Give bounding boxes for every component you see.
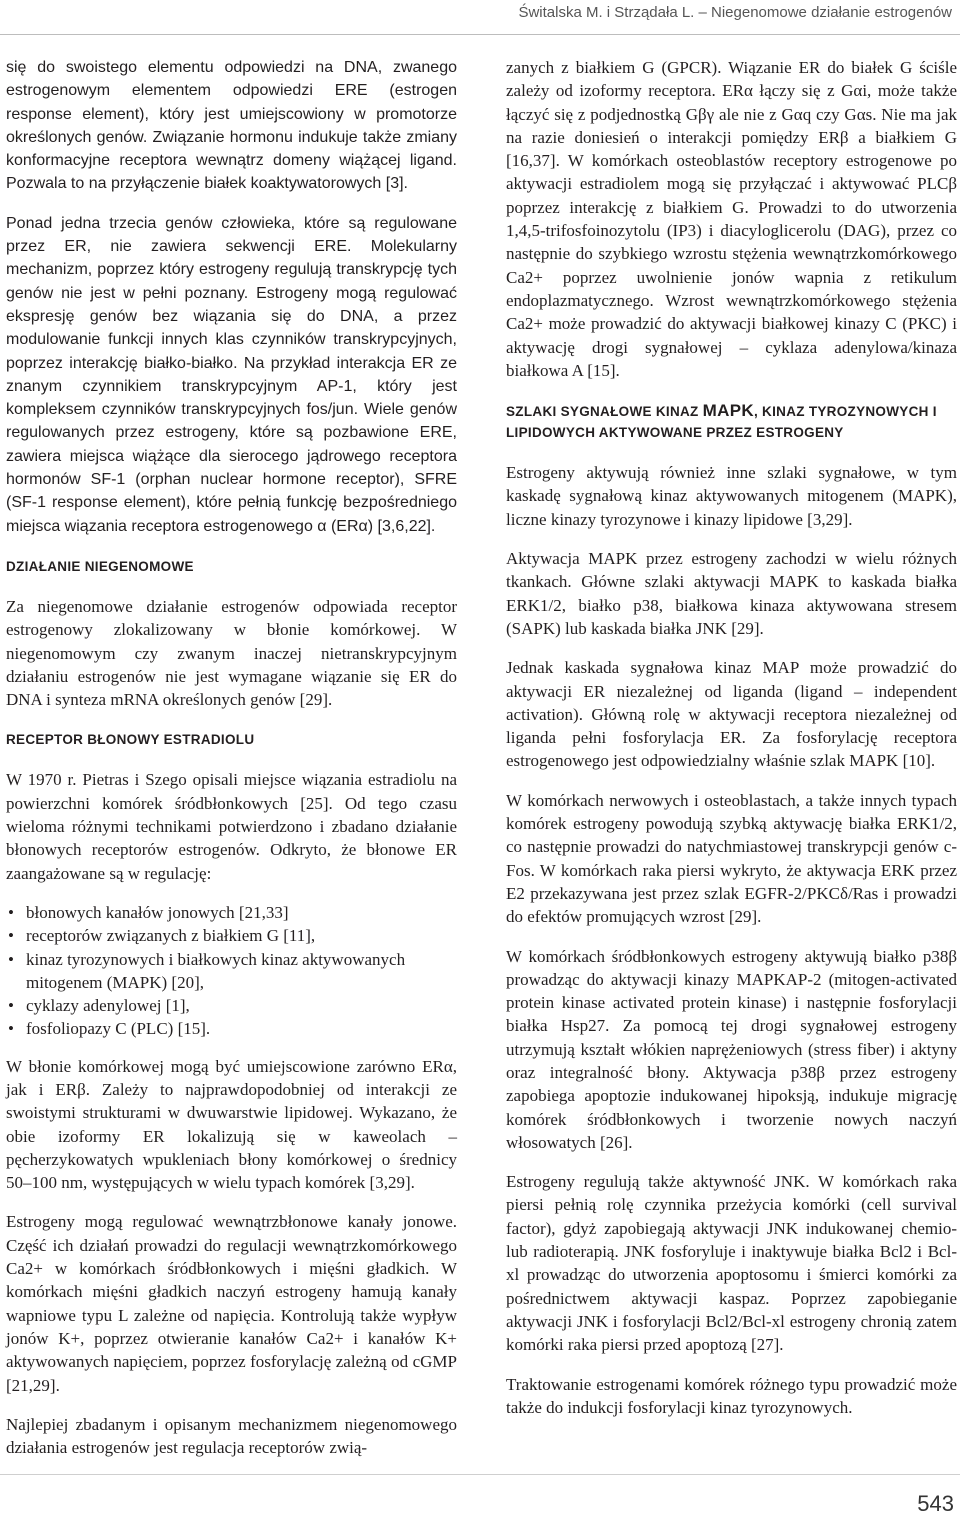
running-header: Świtalska M. i Strządała L. – Niegenomowe działanie estrogenów [518, 4, 952, 21]
paragraph: W 1970 r. Pietras i Szego opisali miejsce wiązania estradiolu na powierzchni komórek śródbłonkowych [25]. Od tego czasu wieloma różnymi technikami potwierdzono i zbadano działanie błonowych receptorów estrogenów. Odkryto, że błonowe ER zaangażowane są w regulację: [6, 770, 457, 883]
paragraph: Jednak kaskada sygnałowa kinaz MAP może prowadzić do aktywacji ER niezależnej od liganda (ligand – independent activation). Główną rolę w aktywacji receptora niezależnej od liganda pełni fosforylacja ER. Za fosforylację receptora estrogenowego jest odpowiedzialny właśnie szlak MAPK [10]. [506, 658, 957, 771]
list-item: • cyklazy adenylowej [1], [6, 994, 457, 1017]
header-divider [0, 34, 960, 35]
paragraph: Traktowanie estrogenami komórek różnego typu prowadzić może także do indukcji fosforylacji kinaz tyrozynowych. [506, 1374, 957, 1417]
list-item: • fosfoliopazy C (PLC) [15]. [6, 1017, 457, 1040]
list-item: • kinaz tyrozynowych i białkowych kinaz aktywowanych mitogenem (MAPK) [20], [6, 948, 457, 995]
paragraph: Najlepiej zbadanym i opisanym mechanizmem niegenomowego działania estrogenów jest regulacja receptorów zwią- [6, 1414, 457, 1458]
paragraph: W błonie komórkowej mogą być umiejscowione zarówno ERα, jak i ERβ. Zależy to najprawdopodobniej od interakcji ze swoistymi strukturami w dwuwarstwie lipidowej. Wykazano, że obie izoformy ER lokalizują się w kaweolach – pęcherzykowatych wpukleniach błony komórkowej o średnicy 50–100 nm, występujących w wielu typach komórek [3,29]. [6, 1056, 457, 1193]
paragraph: Aktywacja MAPK przez estrogeny zachodzi w wielu różnych tkankach. Główne szlaki aktywacji MAPK to kaskada białka ERK1/2, białko p38, białkowa kinaza aktywowana stresem (SAPK) lub kaskada białka JNK [29]. [506, 549, 957, 638]
footer-divider [0, 1474, 960, 1475]
heading-part: SZLAKI SYGNAŁOWE KINAZ [506, 404, 699, 420]
paragraph: Estrogeny regulują także aktywność JNK. W komórkach raka piersi pełnią rolę czynnika przeżycia komórki (cell survival factor), gdyż zapobiegają aktywacji JNK indukowanej chemio- lub radioterapią. JNK fosforyluje i inaktywuje białka Bcl2 i Bcl-xl prowadząc do utworzenia apoptosomu i śmierci komórki za pośrednictwem aktywacji kaspaz. Poprzez zapobieganie aktywacji JNK i fosforylacji Bcl2/Bcl-xl estrogeny chronią zatem komórki raka piersi przed apoptozą [27]. [506, 1172, 957, 1355]
paragraph: W komórkach nerwowych i osteoblastach, a także innych typach komórek estrogeny powodują szybką aktywację białka ERK1/2, co następnie prowadzi do natychmiastowej transkrypcji genów c-Fos. W komórkach raka piersi wykryto, że aktywacja ERK przez E2 przekazywana jest przez szlak EGFR-2/PKCδ/Ras i prowadzi do efektów promujących wzrost [29]. [506, 790, 957, 927]
section-heading [506, 400, 957, 443]
paragraph: W komórkach śródbłonkowych estrogeny aktywują białko p38β prowadząc do aktywacji kinazy MAPKAP-2 (mitogen-activated protein kinase activated protein kinase) i następnie fosforylacji białka Hsp27. Za pomocą tej drogi sygnałowej estrogeny utrzymują kształt włókien naprężeniowych (stress fiber) i aktyny oraz integralność błony. Aktywacja p38β przez estrogeny zapobiega apoptozie indukowanej hipoksją, indukuje migrację komórek śródbłonkowych i tworzenie nowych naczyń włosowatych [26]. [506, 946, 957, 1152]
list-item: • błonowych kanałów jonowych [21,33] [6, 901, 457, 924]
heading-part: MAPK [702, 401, 754, 421]
left-column [6, 56, 457, 1475]
paragraph: Estrogeny aktywują również inne szlaki sygnałowe, w tym kaskadę sygnałową kinaz aktywowanych mitogenem (MAPK), liczne kinazy tyrozynowe i kinazy lipidowe [3,29]. [506, 463, 957, 529]
heading-part: , KINAZ TYROZYNOWYCH I LIPIDOWYCH AKTYWOWANE PRZEZ ESTROGENY [506, 404, 937, 441]
paragraph: się do swoistego elementu odpowiedzi na DNA, zwanego estrogenowym elementem odpowiedzi ERE (estrogen response element), który jest umiejscowiony w promotorze określonych genów. Związanie hormonu indukuje także zmiany konformacyjne receptora wewnątrz domeny wiążącej ligand. Pozwala to na przyłączenie białek koaktywatorowych [3]. [6, 59, 457, 193]
section-heading: RECEPTOR BŁONOWY ESTRADIOLU [6, 732, 255, 748]
right-column [506, 56, 957, 1435]
paragraph: Za niegenomowe działanie estrogenów odpowiada receptor estrogenowy zlokalizowany w błonie komórkowej. W niegenomowym czy zwanym inaczej nietranskrypcyjnym działaniu estrogenów nie jest wymagane wiązanie się ER do DNA i synteza mRNA określonych genów [29]. [6, 596, 457, 710]
paragraph: Estrogeny mogą regulować wewnątrzbłonowe kanały jonowe. Część ich działań prowadzi do regulacji wewnątrzkomórkowego Ca2+ w komórkach śródbłonkowych i mięśni gładkich. W komórkach mięśni gładkich naczyń estrogeny hamują kanały wapniowe typu L zależne od napięcia. Kontrolują także wypływ jonów K+, poprzez otwieranie kanałów Ca2+ i kanałów K+ aktywowanych napięciem, poprzez fosforylację zależną od cGMP [21,29]. [6, 1212, 457, 1395]
list-item: • receptorów związanych z białkiem G [11], [6, 924, 457, 947]
paragraph: zanych z białkiem G (GPCR). Wiązanie ER do białek G ściśle zależy od izoformy receptora. ERα łączy się z Gαi, może także łączyć się z podjednostką Gβγ ale nie z Gαq czy Gαs. Nie ma jak na razie doniesień o interakcji pomiędzy ERβ a białkiem G [16,37]. W komórkach osteoblastów receptory estrogenowe po aktywacji estradiolem mogą się przyłączać i aktywować PLCβ poprzez interakcję z białkiem G. Prowadzi to do utworzenia 1,4,5-trifosfoinozytolu (IP3) i diacyloglicerolu (DAG), przez co następnie do szybkiego wzrostu stężenia wewnątrzkomórkowego Ca2+ poprzez uwolnienie jonów wapnia z retikulum endoplazmatycznego. Wzrost wewnątrzkomórkowego stężenia Ca2+ może prowadzić do aktywacji białkowej kinazy C (PKC) i aktywację drogi sygnałowej – cyklaza adenylowa/kinaza białkowa A [15]. [506, 58, 957, 380]
paragraph: Ponad jedna trzecia genów człowieka, które są regulowane przez ER, nie zawiera sekwencji ERE. Molekularny mechanizm, poprzez który estrogeny regulują transkrypcję tych genów nie jest w pełni poznany. Estrogeny mogą regulować ekspresję genów bez wiązania się do DNA, a przez modulowanie funkcji innych klas czynników transkrypcyjnych, poprzez interakcję białko-białko. Na przykład interakcja ER ze znanym czynnikiem transkrypcyjnym AP-1, który jest kompleksem czynników transkrypcyjnych fos/jun. Wiele genów regulowanych przez estrogeny, które są pozbawione ERE, zawiera miejsca wiążące dla sierocego jądrowego receptora hormonów SF-1 (orphan nuclear hormone receptor), SFRE (SF-1 response element), które pełnią funkcję bezpośredniego miejsca wiązania receptora estrogenowego α (ERα) [3,6,22]. [6, 214, 457, 535]
section-heading: DZIAŁANIE NIEGENOMOWE [6, 558, 194, 574]
page-number: 543 [917, 1491, 954, 1516]
regulation-list [6, 901, 457, 1041]
